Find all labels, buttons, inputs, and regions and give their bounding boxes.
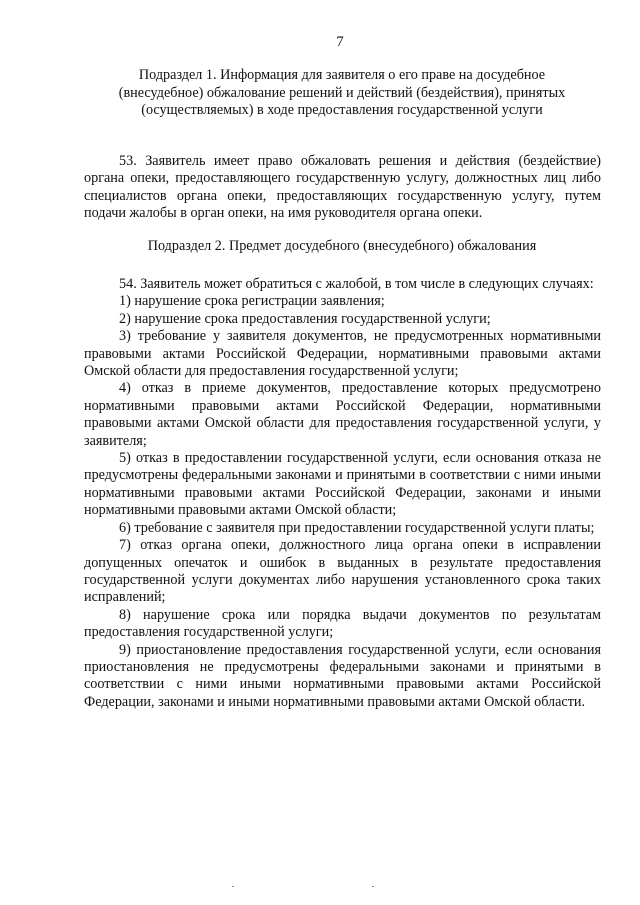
list-item-7: 7) отказ органа опеки, должностного лица органа опеки в исправлении допущенных опечаток и ошибок в выданных в результате предоставления государственной услуги документах либо нарушения установленного срока таких исправлений; bbox=[84, 537, 601, 606]
list-item-5: 5) отказ в предоставлении государственной услуги, если основания отказа не предусмотрены федеральными законами и принятыми в соответствии с ними иными нормативными правовыми актами Российской Федерации, законами и иными нормативными правовыми актами Омской области; bbox=[84, 450, 601, 519]
paragraph-53-text: 53. Заявитель имеет право обжаловать решения и действия (бездействие) органа опеки, предоставляющего государственную услугу, должностных лиц либо специалистов органа опеки, предоставляющих государственную услугу, путем подачи жалобы в орган опеки, на имя руководителя органа опеки. bbox=[84, 153, 601, 222]
list-item-3: 3) требование у заявителя документов, не предусмотренных нормативными правовыми актами Российской Федерации, нормативными правовыми актами Омской области для предоставления государственной услуги; bbox=[84, 328, 601, 380]
paragraph-53 bbox=[84, 153, 601, 223]
paragraph-54 bbox=[84, 276, 601, 711]
scan-dot bbox=[232, 886, 234, 887]
list-item-6: 6) требование с заявителя при предоставлении государственной услуги платы; bbox=[119, 519, 595, 536]
paragraph-54-intro: 54. Заявитель может обратиться с жалобой, в том числе в следующих случаях: bbox=[119, 276, 594, 292]
list-item-4: 4) отказ в приеме документов, предоставление которых предусмотрено нормативными правовыми актами Российской Федерации, нормативными правовыми актами Омской области для предоставления государственной услуги, у заявителя; bbox=[84, 380, 601, 449]
list-item-2: 2) нарушение срока предоставления государственной услуги; bbox=[119, 310, 491, 327]
subsection-2-heading: Подраздел 2. Предмет досудебного (внесудебного) обжалования bbox=[147, 238, 537, 254]
list-item-8: 8) нарушение срока или порядка выдачи документов по результатам предоставления государственной услуги; bbox=[84, 606, 601, 641]
scan-dot bbox=[372, 886, 374, 887]
list-item-9: 9) приостановление предоставления государственной услуги, если основания приостановления не предусмотрены федеральными законами и принятыми в соответствии с ними иными нормативными правовыми актами Российской Федерации, законами и иными нормативными правовыми актами Омской области. bbox=[84, 641, 601, 710]
page-number: 7 bbox=[336, 34, 344, 50]
list-item-1: 1) нарушение срока регистрации заявления; bbox=[119, 293, 385, 310]
subsection-1-heading: Подраздел 1. Информация для заявителя о его праве на досудебное (внесудебное) обжалование решений и действий (бездействия), принятых (осуществляемых) в ходе предоставления государственной услуги bbox=[118, 67, 566, 119]
